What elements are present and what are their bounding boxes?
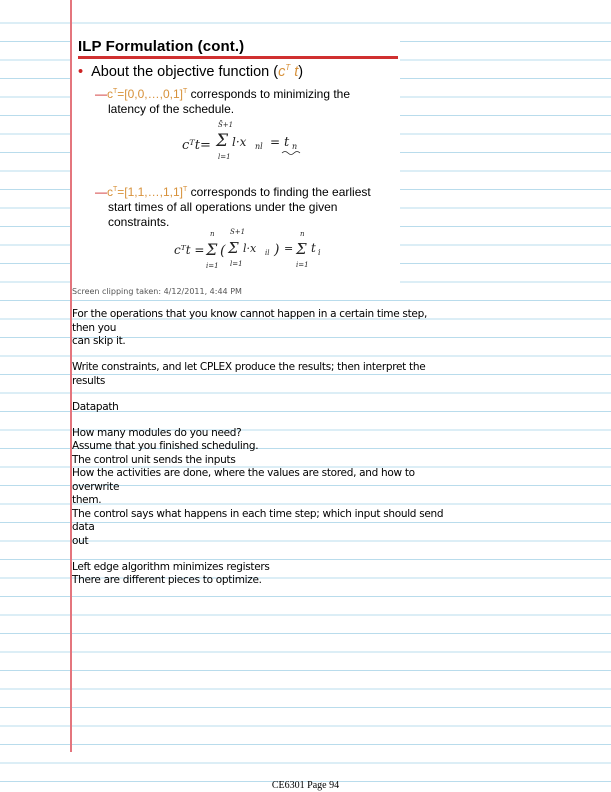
formula1-sub: nl	[255, 142, 263, 151]
formula1-rhs-sub: n	[292, 142, 298, 151]
note-line: How many modules do you need?	[72, 426, 242, 439]
formula2-lower3: i=1	[296, 261, 309, 269]
bullet-vec: $c^T$ t	[278, 63, 299, 80]
note-line: can skip it.	[72, 335, 126, 347]
formula1-lhs: cᵀt=	[182, 138, 211, 153]
bullet-text: About the objective function (	[91, 63, 279, 80]
sigma-icon: Σ	[296, 240, 307, 258]
note-line: out	[72, 534, 89, 547]
screen-clipping	[72, 36, 400, 284]
sub-item-latency: $—c^T=[0,0,\dots,0,1]^T$ corresponds to minimizing the latency of the schedule.	[95, 87, 351, 116]
formula1-body: l·x	[232, 135, 247, 149]
title-underline	[78, 56, 398, 59]
formula2-upper2: S̄+1	[230, 228, 246, 236]
bullet-dot-icon: •	[78, 63, 84, 80]
formula1-lower: l=1	[218, 153, 231, 161]
notes-body	[72, 308, 444, 588]
note-line: Assume that you finished scheduling.	[72, 440, 259, 452]
formula2-rhs-sub: i	[318, 248, 321, 257]
sub-item-earliest: $—c^T=[1,1,\dots,1,1]^T$ corresponds to finding the earliest start times of all operations under the given constraints.	[95, 185, 371, 229]
note-line: Left edge algorithm minimizes registers	[72, 560, 270, 573]
formula1-eq: =	[270, 135, 281, 149]
squiggle-underline-icon	[282, 152, 300, 155]
formula2-upper3: n	[300, 230, 305, 238]
sigma-icon: Σ	[228, 239, 239, 257]
formula2-rhs: t	[311, 241, 316, 255]
formula2-upper1: n	[210, 230, 215, 238]
slide-bullet	[78, 63, 303, 80]
sigma-icon: Σ	[216, 131, 229, 151]
note-line: For the operations that you know cannot happen in a certain time step, then you	[72, 308, 427, 334]
formula1-upper: S̄+1	[218, 121, 234, 129]
svg-text:(: (	[220, 243, 226, 259]
formula1-rhs: t	[284, 135, 290, 150]
svg-text:): )	[274, 242, 280, 258]
formula-earliest	[170, 228, 360, 272]
bullet-close: )	[298, 63, 304, 80]
formula-latency	[178, 119, 328, 163]
formula2-eq: =	[284, 242, 294, 255]
note-line: them.	[72, 494, 102, 506]
note-line: The control says what happens in each time step; which input should send data	[72, 507, 444, 533]
note-line: The control unit sends the inputs	[72, 453, 236, 466]
note-line: How the activities are done, where the values are stored, and how to overwrite	[72, 467, 415, 493]
note-line: Write constraints, and let CPLEX produce the results; then interpret the results	[72, 361, 426, 387]
slide-title: ILP Formulation (cont.)	[78, 38, 245, 55]
sigma-icon: Σ	[206, 240, 218, 259]
formula2-lower1: i=1	[206, 262, 219, 270]
formula2-sub: il	[265, 249, 270, 257]
formula2-lhs: cᵀt =	[174, 243, 205, 257]
note-line: There are different pieces to optimize.	[72, 574, 262, 586]
page-footer: CE6301 Page 94	[271, 780, 340, 791]
formula2-lower2: l=1	[230, 260, 243, 268]
note-line: Datapath	[72, 400, 119, 413]
formula2-body: l·x	[243, 242, 257, 255]
clipping-caption: Screen clipping taken: 4/12/2011, 4:44 PM	[72, 287, 242, 296]
